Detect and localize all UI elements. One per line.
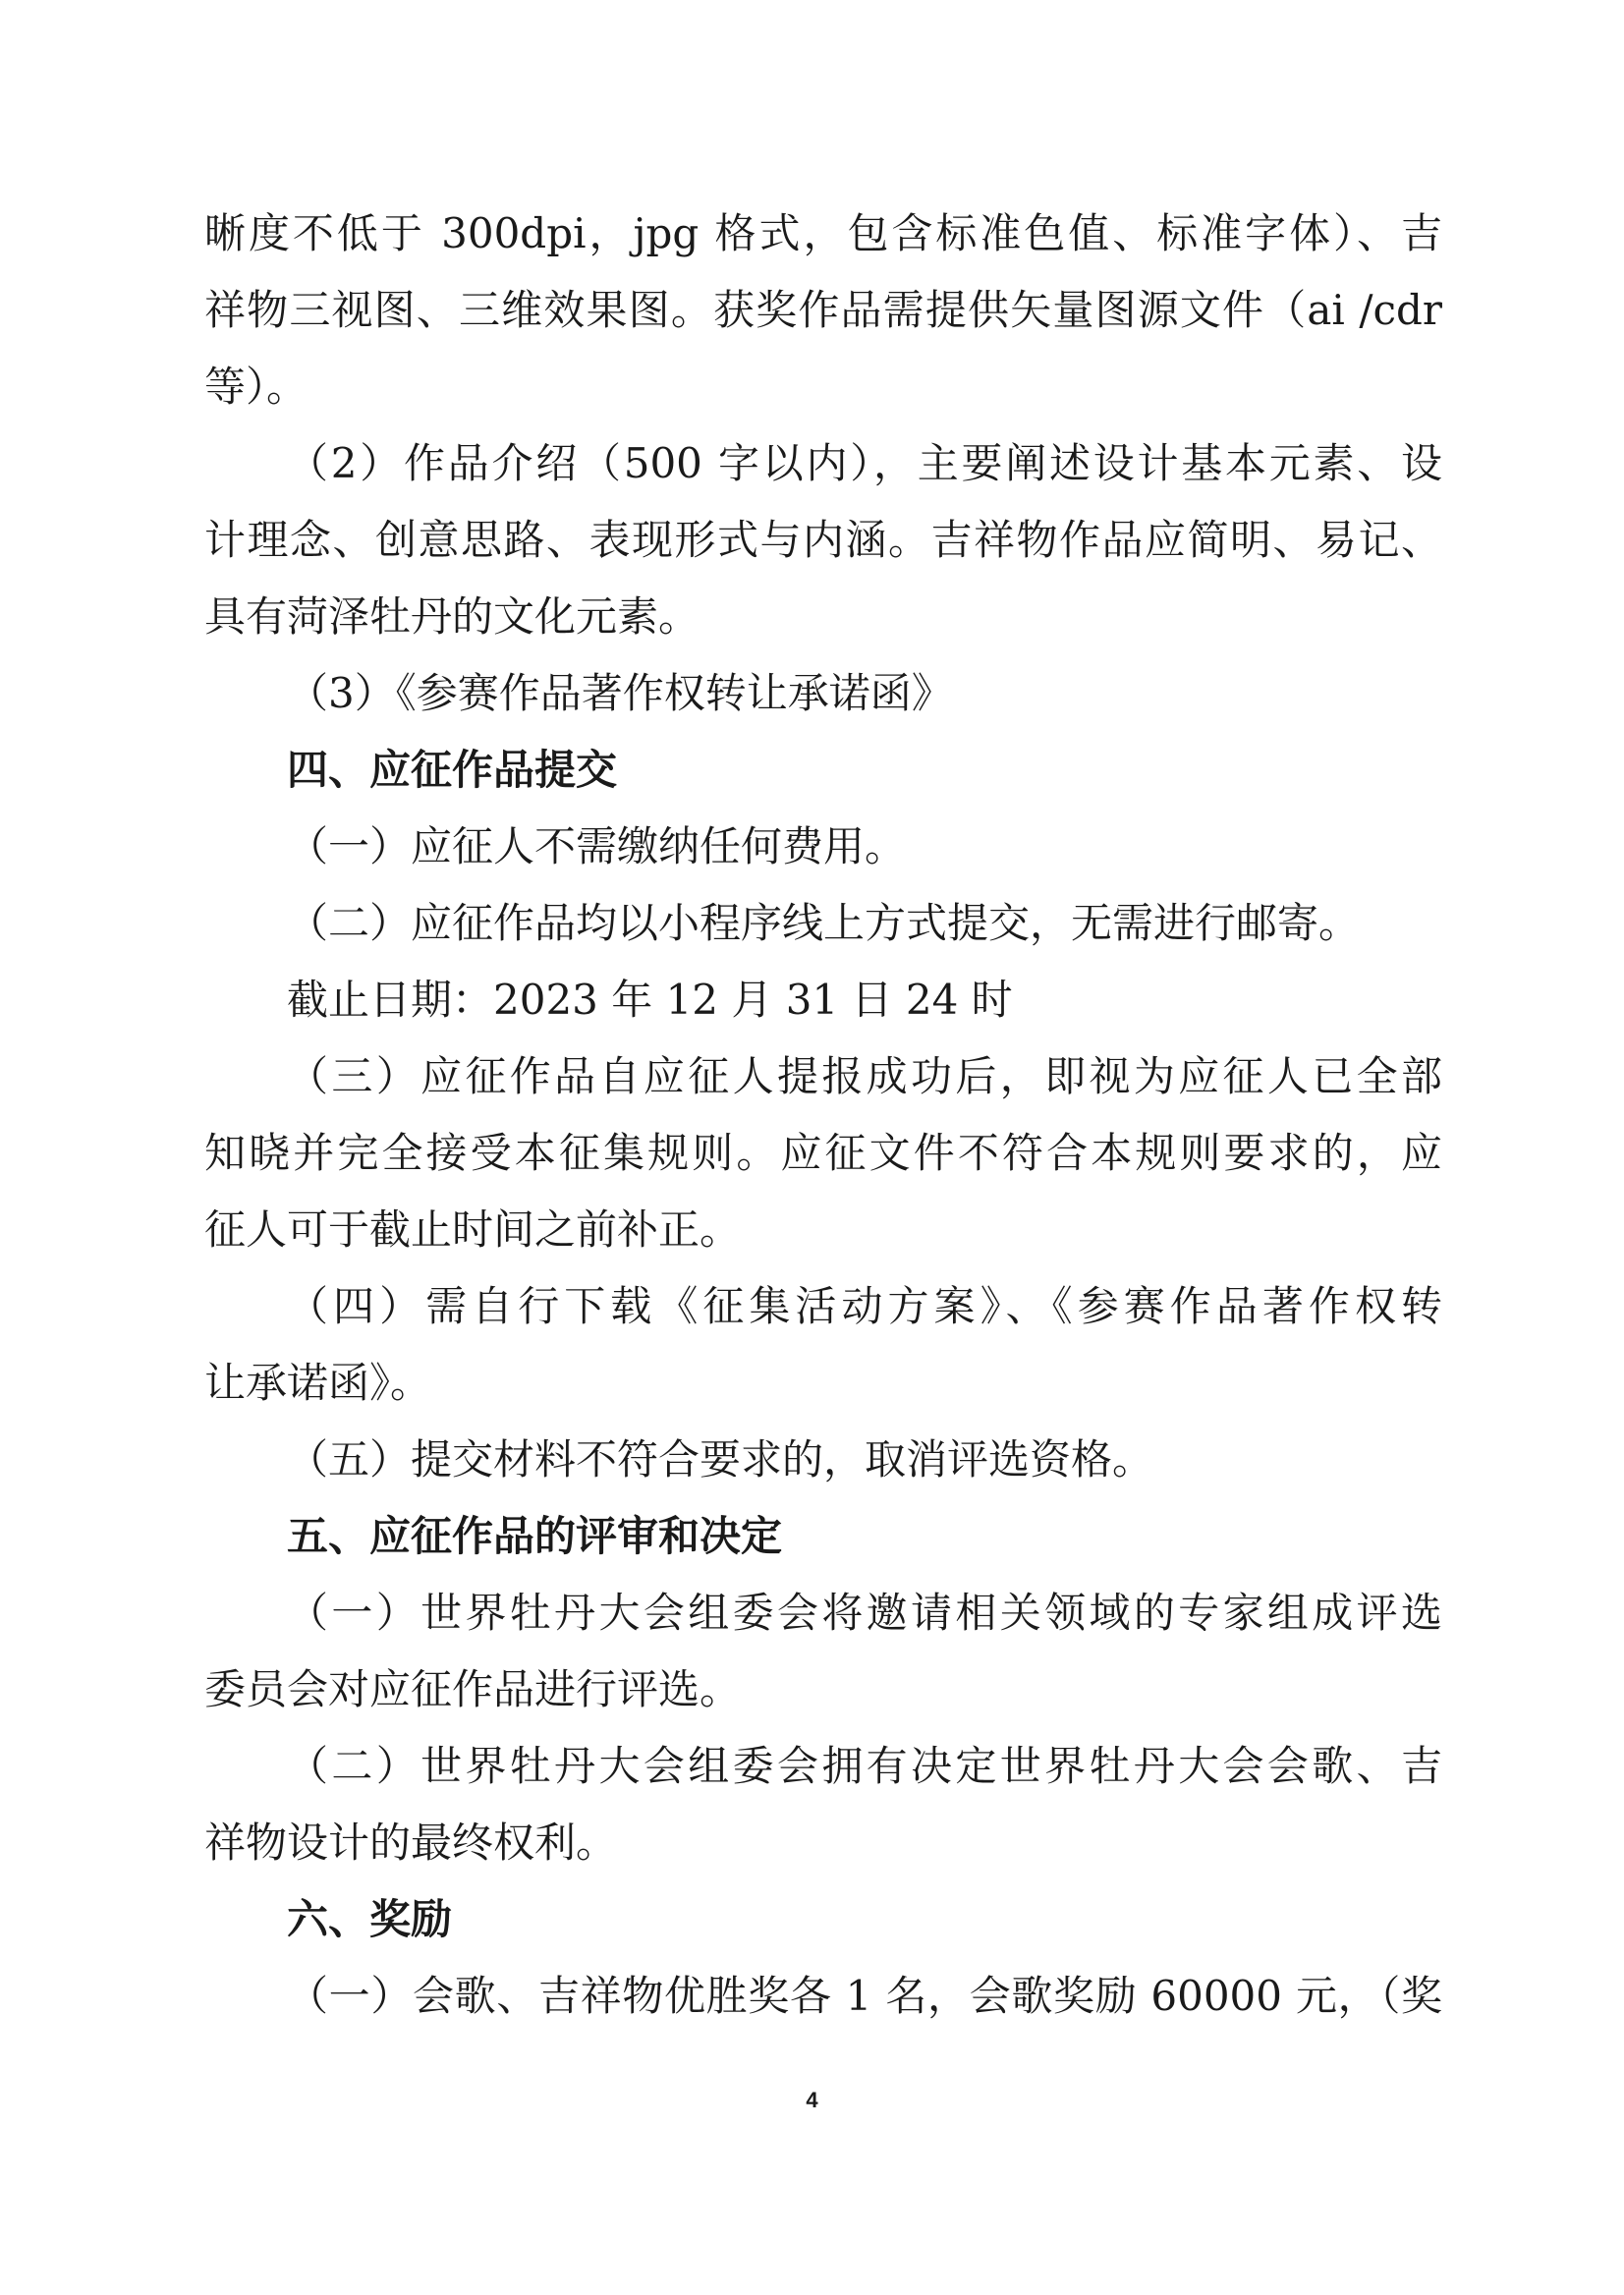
body-line: 让承诺函》。: [204, 1359, 432, 1407]
deadline-line: 截止日期：2023 年 12 月 31 日 24 时: [287, 976, 1013, 1024]
page-number: 4: [806, 2088, 818, 2112]
body-line: （五）提交材料不符合要求的，取消评选资格。: [287, 1435, 1154, 1483]
body-line: （二）世界牡丹大会组委会拥有决定世界牡丹大会会歌、吉: [287, 1742, 1442, 1790]
body-line: 祥物三视图、三维效果图。获奖作品需提供矢量图源文件（ai /cdr: [204, 286, 1442, 334]
body-line: 祥物设计的最终权利。: [204, 1819, 618, 1867]
body-line: 计理念、创意思路、表现形式与内涵。吉祥物作品应简明、易记、: [204, 516, 1442, 564]
body-line: （四）需自行下载《征集活动方案》、《参赛作品著作权转: [287, 1282, 1442, 1330]
body-line: （三）应征作品自应征人提报成功后，即视为应征人已全部: [287, 1052, 1442, 1100]
section-heading: 六、奖励: [287, 1895, 453, 1943]
body-line: （二）应征作品均以小程序线上方式提交，无需进行邮寄。: [287, 899, 1361, 947]
body-line: 委员会对应征作品进行评选。: [204, 1665, 742, 1713]
body-line: （3）《参赛作品著作权转让承诺函》: [287, 669, 953, 717]
body-line: （2）作品介绍（500 字以内），主要阐述设计基本元素、设: [287, 439, 1442, 487]
body-line: 晰度不低于 300dpi，jpg 格式，包含标准色值、标准字体）、吉: [204, 209, 1442, 257]
body-line: 具有菏泽牡丹的文化元素。: [204, 592, 700, 641]
body-line: 征人可于截止时间之前补正。: [204, 1205, 742, 1254]
body-line: 等）。: [204, 363, 308, 411]
body-line: （一）会歌、吉祥物优胜奖各 1 名，会歌奖励 60000 元，（奖: [287, 1972, 1442, 2020]
section-heading: 四、应征作品提交: [287, 746, 618, 794]
body-line: （一）应征人不需缴纳任何费用。: [287, 822, 907, 870]
section-heading: 五、应征作品的评审和决定: [287, 1512, 783, 1560]
body-line: （一）世界牡丹大会组委会将邀请相关领域的专家组成评选: [287, 1589, 1442, 1637]
body-line: 知晓并完全接受本征集规则。应征文件不符合本规则要求的，应: [204, 1129, 1442, 1177]
